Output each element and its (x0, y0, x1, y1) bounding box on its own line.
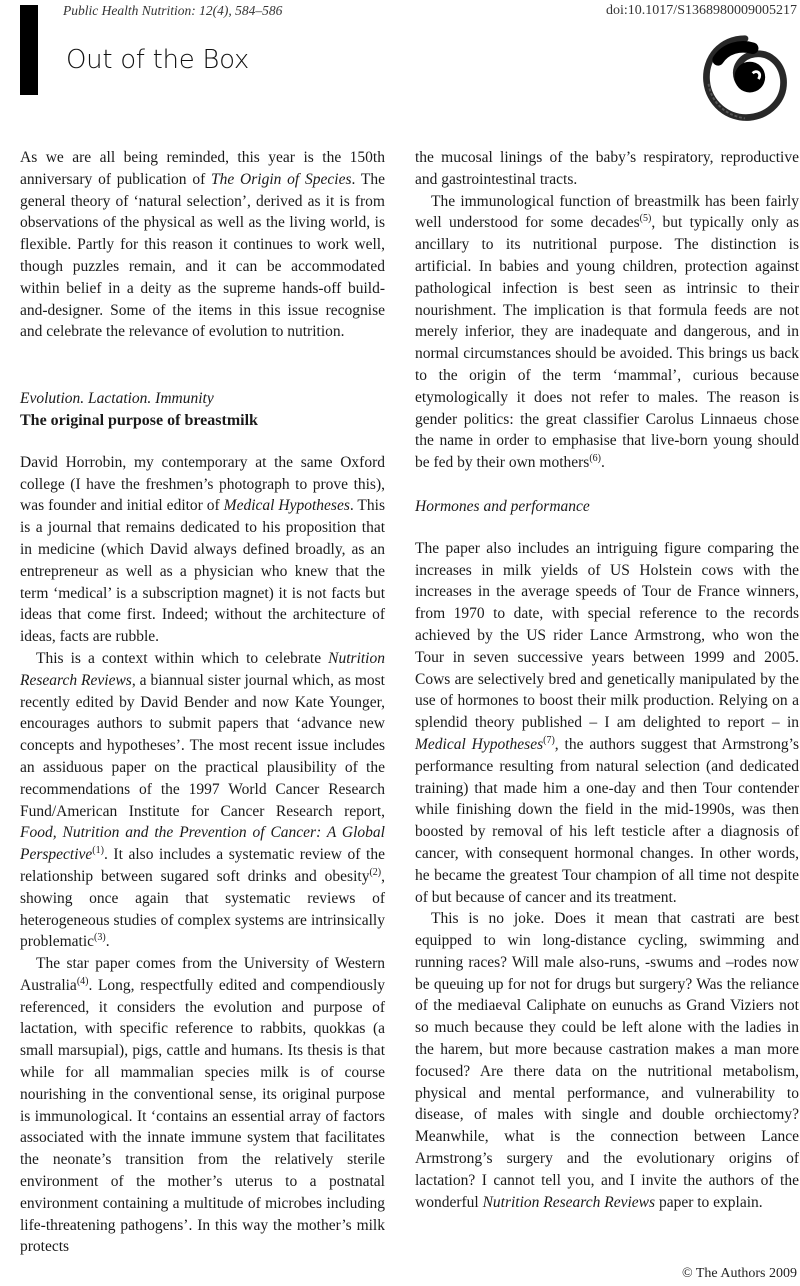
italic-title: The Origin of Species (211, 170, 352, 188)
paragraph (20, 452, 385, 648)
text-run: This is a context within which to celebrate (36, 649, 329, 667)
swirl-logo-icon (697, 30, 793, 128)
italic-title: Nutrition Research Reviews (482, 1193, 656, 1211)
reference-number[interactable]: (5) (639, 213, 652, 225)
reference-number[interactable]: (3) (94, 932, 106, 944)
text-run: , but typically only as ancillary to its nutritional purpose. The distinction is artificial. In babies and young children, protection against pathological infection is best seen as intrinsic to their nourishment. The implication is that formula feeds are not merely inferior, they are inadequate and dangerous, and in normal circumstances should be avoided. This brings us back to the origin of the term ‘mammal’, curious because etymologically it does not refer to males. The reason is gender politics: the great classifier Carolus Linnaeus chose the name in order to emphasise that live-born young should be fed by their own mothers (415, 214, 799, 472)
text-run: David Horrobin, my contemporary at the same Oxford college (I have the freshmen’s photograph to prove this), was founder and initial editor of (20, 453, 385, 515)
reference-number[interactable]: (1) (92, 845, 104, 857)
reference-number[interactable]: (2) (369, 866, 382, 878)
italic-title: Nutrition Research Reviews (20, 649, 385, 689)
intro-paragraphs (20, 147, 385, 343)
section-title: Out of the Box (66, 45, 249, 75)
text-run: The paper also includes an intriguing figure comparing the increases in milk yields of US Holstein cows with the increases in the average speeds of Tour de France winners, from 1970 to date, with special reference to the records achieved by the US rider Lance Armstrong, who won the Tour in seven successive years between 1999 and 2005. Cows are selectively bred and genetically manipulated by the use of hormones to boost their milk production. Relying on a splendid theory published – I am delighted to report – in (415, 539, 799, 732)
section-kicker: Evolution. Lactation. Immunity (20, 390, 214, 408)
text-run: The star paper comes from the University of Western Australia (20, 955, 385, 994)
doi-link[interactable]: doi:10.1017/S1368980009005217 (606, 3, 797, 18)
reference-number[interactable]: (6) (589, 453, 602, 465)
paragraph (415, 191, 799, 474)
section-marker-bar (20, 5, 38, 95)
italic-title: Medical Hypotheses (415, 735, 544, 753)
italic-title: Food, Nutrition and the Prevention of Cancer: A Global Perspective (20, 824, 385, 864)
text-run: , the authors suggest that Armstrong’s performance resulting from natural selection (and dedicated training) that made him a one-day and then Tour contender while finishing down the field in the mid-1990s, was then boosted by removal of his left testicle after a diagnosis of cancer, with consequent hormonal changes. In other words, he became the greatest Tour champion of all time not despite of but because of cancer and its treatment. (415, 735, 799, 906)
text-run: paper to explain. (655, 1193, 763, 1211)
text-run: the mucosal linings of the baby’s respiratory, reproductive and gastrointestinal tracts. (415, 149, 799, 188)
paragraph (20, 147, 385, 343)
right-paragraphs-2 (415, 538, 799, 1214)
paragraph (20, 953, 385, 1258)
text-run: . (105, 933, 110, 951)
text-run: , showing once again that systematic reviews of heterogeneous studies of complex systems are intrinsically problematic (20, 867, 385, 951)
left-paragraphs (20, 452, 385, 1258)
reference-number[interactable]: (4) (76, 975, 89, 987)
text-run: The immunological function of breastmilk has been fairly well understood for some decades (415, 192, 799, 232)
section-kicker: Hormones and performance (415, 497, 590, 515)
reference-number[interactable]: (7) (543, 734, 555, 746)
left-column (20, 147, 385, 1258)
text-run: . This is a journal that remains dedicated to his proposition that in medicine (which David always defined broadly, as an entrepreneur as well as a physician who knew that the term ‘medical’ is a subscription magnet) it is not facts but ideas that come first. Indeed; without the architecture of ideas, facts are rubble. (20, 497, 385, 646)
paragraph (415, 538, 799, 909)
journal-citation: Public Health Nutrition: 12(4), 584–586 (63, 3, 283, 18)
page-header (0, 0, 800, 147)
italic-title: Medical Hypotheses (223, 497, 350, 515)
right-paragraphs (415, 147, 799, 474)
section-heading: The original purpose of breastmilk (20, 411, 258, 429)
text-run: . It also includes a systematic review of the relationship between sugared soft drinks and obesity (20, 846, 385, 885)
paragraph (415, 147, 799, 191)
text-run: . (601, 454, 605, 472)
paragraph (20, 648, 385, 953)
text-run: , a biannual sister journal which, as most recently edited by David Bender and now Kate Younger, encourages authors to submit papers that ‘advance new concepts and hypotheses’. The most recent issue includes an assiduous paper on the practical plausibility of the recommendations of the 1997 World Cancer Research Fund/American Institute for Cancer Research report, (20, 671, 385, 820)
text-run: As we are all being reminded, this year is the 150th anniversary of publication of (20, 149, 385, 188)
text-run: . The general theory of ‘natural selection’, derived as it is from observations of the physical as well as the living world, is flexible. Partly for this reason it continues to work well, though puzzles remain, and it can be accommodated within belief in a deity as the supreme hands-off build-and-designer. Some of the items in this issue recognise and celebrate the relevance of evolution to nutrition. (20, 170, 385, 341)
article-columns (0, 147, 800, 1258)
text-run: This is no joke. Does it mean that castrati are best equipped to win long-distance cycling, swimming and running races? Will male also-runs, -swums and –rodes now be queuing up for not for drugs but surgery? Was the reliance of the mediaeval Caliphate on eunuchs as Grand Viziers not so much because they could be left alone with the ladies in the harem, but more because castration makes a man more focused? Are there data on the nutritional metabolism, physical and mental performance, and vulnerability to disease, of males with single and double orchiectomy? Meanwhile, what is the connection between Lance Armstrong’s surgery and the evolutionary origins of lactation? I cannot tell you, and I invite the authors of the wonderful (415, 910, 799, 1211)
right-column (415, 147, 799, 1213)
copyright-notice: © The Authors 2009 (682, 1266, 797, 1282)
text-run: . Long, respectfully edited and compendiously referenced, it considers the evolution and purpose of lactation, with specific reference to rabbits, quokkas (a small marsupial), pigs, cattle and humans. Its thesis is that while for all mammalian species milk is of course nourishing in the conventional sense, its original purpose is immunological. It ‘contains an essential array of factors associated with the innate immune system that facilitates the neonate’s transition from the relatively sterile environment of the mother’s uterus to a postnatal environment containing a multitude of microbes including life-threatening pathogens’. In this way the mother’s milk protects (20, 976, 385, 1256)
paragraph (415, 908, 799, 1213)
